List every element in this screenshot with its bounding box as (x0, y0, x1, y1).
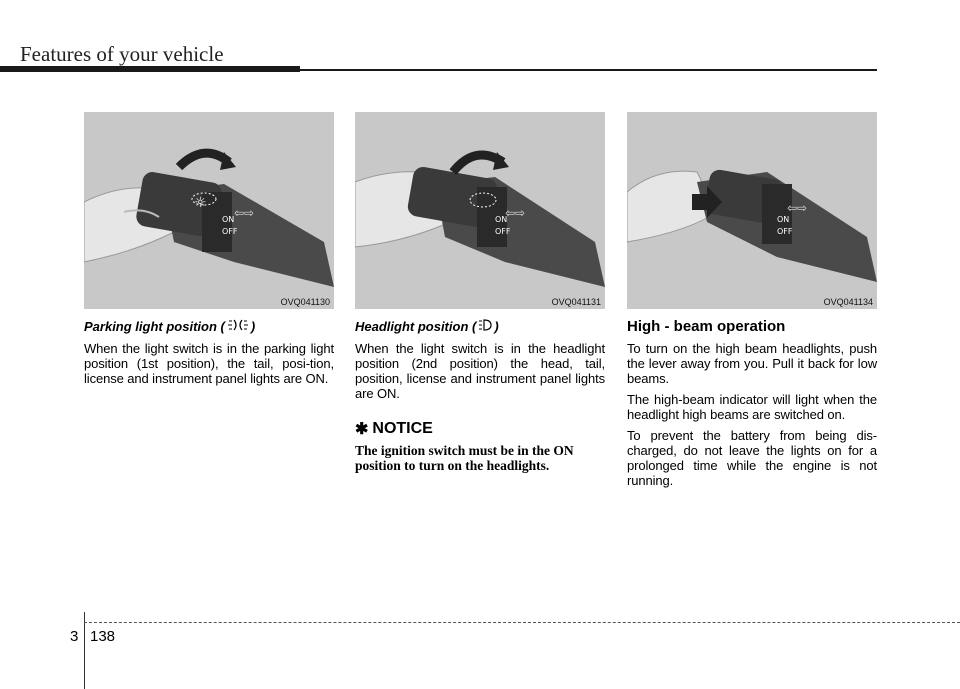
footer-rule-dashed (84, 622, 960, 623)
figure-code: OVQ041131 (551, 297, 601, 307)
lever-on-label: ON (777, 215, 790, 224)
notice-heading (355, 419, 605, 439)
figure-code: OVQ041134 (823, 297, 873, 307)
figure-high-beam (627, 112, 877, 309)
figure-code: OVQ041130 (280, 297, 330, 307)
figure-headlight (355, 112, 605, 309)
heading-suffix: ) (494, 319, 499, 334)
paragraph: To prevent the battery from being dis-charged, do not leave the lights on for a prolonged time while the engine is not running. (627, 428, 877, 488)
figure-parking-light (84, 112, 334, 309)
heading-text: Parking light position ( (84, 319, 225, 334)
lever-illustration (84, 112, 334, 309)
lever-illustration (355, 112, 605, 309)
lever-off-label: OFF (495, 227, 511, 236)
lever-on-label: ON (222, 215, 235, 224)
heading-text: Headlight position ( (355, 319, 477, 334)
section-heading (355, 318, 605, 335)
svg-text:⇦⇨: ⇦⇨ (234, 206, 255, 220)
section-heading: High - beam operation (627, 318, 786, 335)
svg-text:⇦⇨: ⇦⇨ (505, 206, 526, 220)
header-rule (0, 66, 300, 72)
page-header-title: Features of your vehicle (20, 42, 224, 66)
section-parking-light (84, 318, 334, 392)
notice-title: NOTICE (372, 420, 433, 437)
svg-text:☼: ☼ (194, 195, 207, 211)
section-headlight (355, 318, 605, 473)
header-rule-thin (300, 69, 877, 71)
lever-on-label: ON (495, 215, 508, 224)
lever-illustration (627, 112, 877, 309)
paragraph: When the light switch is in the parking light position (1st position), the tail, posi-tion, license and instrument panel lights are ON. (84, 341, 334, 386)
headlight-icon (478, 318, 492, 335)
lever-off-label: OFF (777, 227, 793, 236)
parking-light-icon (227, 318, 249, 335)
footer-rule (84, 612, 85, 689)
section-high-beam (627, 318, 877, 494)
chapter-number: 3 (70, 628, 79, 645)
svg-text:⇦⇨: ⇦⇨ (787, 201, 808, 215)
section-heading (84, 318, 334, 335)
paragraph: To turn on the high beam headlights, push the lever away from you. Pull it back for low beams. (627, 341, 877, 386)
lever-off-label: OFF (222, 227, 238, 236)
star-cross-icon: ✱ (355, 421, 369, 438)
page-number: 138 (90, 628, 116, 645)
notice-text: The ignition switch must be in the ON position to turn on the headlights. (355, 443, 574, 473)
heading-suffix: ) (250, 319, 256, 334)
paragraph: The high-beam indicator will light when the headlight high beams are switched on. (627, 392, 877, 422)
paragraph: When the light switch is in the headlight position (2nd position) the head, tail, position, license and instrument panel lights are ON. (355, 341, 605, 401)
